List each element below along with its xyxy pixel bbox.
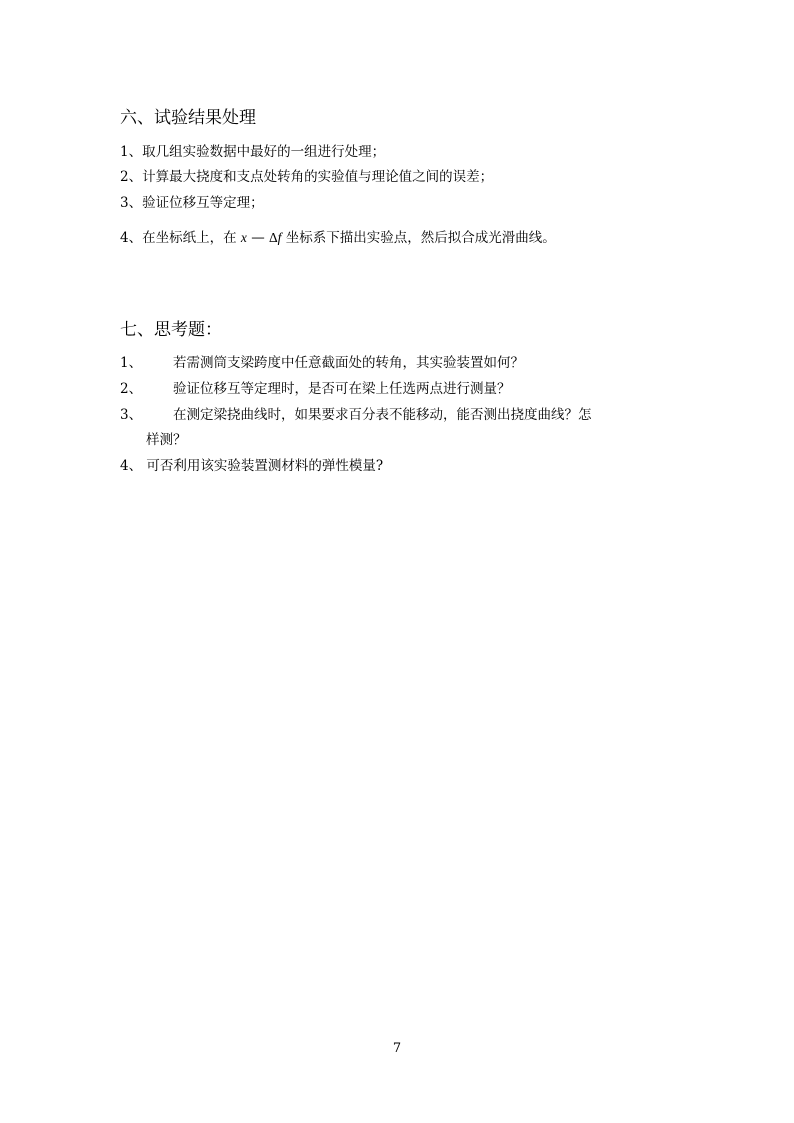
variable-x: x — [240, 230, 247, 245]
item-text: 取几组实验数据中最好的一组进行处理； — [142, 144, 386, 160]
section-7-heading: 七、思考题： — [120, 320, 222, 340]
variable-f: f — [277, 230, 282, 245]
item-number: 4、 — [120, 230, 143, 246]
item-text-after: 坐标系下描出实验点，然后拟合成光滑曲线。 — [285, 230, 556, 246]
section-6-item-1 — [120, 142, 385, 162]
item-number: 2、 — [120, 169, 143, 185]
item-number: 3、 — [120, 195, 143, 211]
section-7-item-3-number: 3、 — [120, 407, 143, 423]
item-text-before: 在坐标纸上，在 — [142, 230, 237, 246]
item-text: 计算最大挠度和支点处转角的实验值与理论值之间的误差； — [142, 169, 494, 185]
section-7-item-1-text: 若需测筒支梁跨度中任意截面处的转角，其实验装置如何？ — [173, 355, 524, 371]
page-number: 7 — [392, 1041, 402, 1056]
section-6-item-3 — [120, 193, 264, 213]
item-text: 验证位移互等定理； — [142, 195, 264, 211]
section-7-item-3-continuation: 样测？ — [146, 432, 187, 448]
section-7-item-1-number: 1、 — [120, 355, 143, 371]
item-number: 1、 — [120, 144, 143, 160]
dash-symbol: — — [251, 230, 265, 246]
section-6-item-2 — [120, 167, 493, 187]
section-6-heading: 六、试验结果处理 — [120, 108, 256, 128]
section-7-item-2-text: 验证位移互等定理时，是否可在梁上任选两点进行测量？ — [173, 381, 511, 397]
section-7-item-3-text: 在测定梁挠曲线时，如果要求百分表不能移动，能否测出挠度曲线？怎 — [173, 407, 592, 423]
section-7-item-2-number: 2、 — [120, 381, 143, 397]
item-number: 4、 — [120, 458, 143, 474]
item-text: 可否利用该实验装置测材料的弹性模量? — [146, 458, 384, 474]
section-7-item-4 — [120, 456, 383, 476]
section-6-item-4 — [120, 228, 556, 248]
delta-symbol: Δ — [268, 230, 278, 245]
